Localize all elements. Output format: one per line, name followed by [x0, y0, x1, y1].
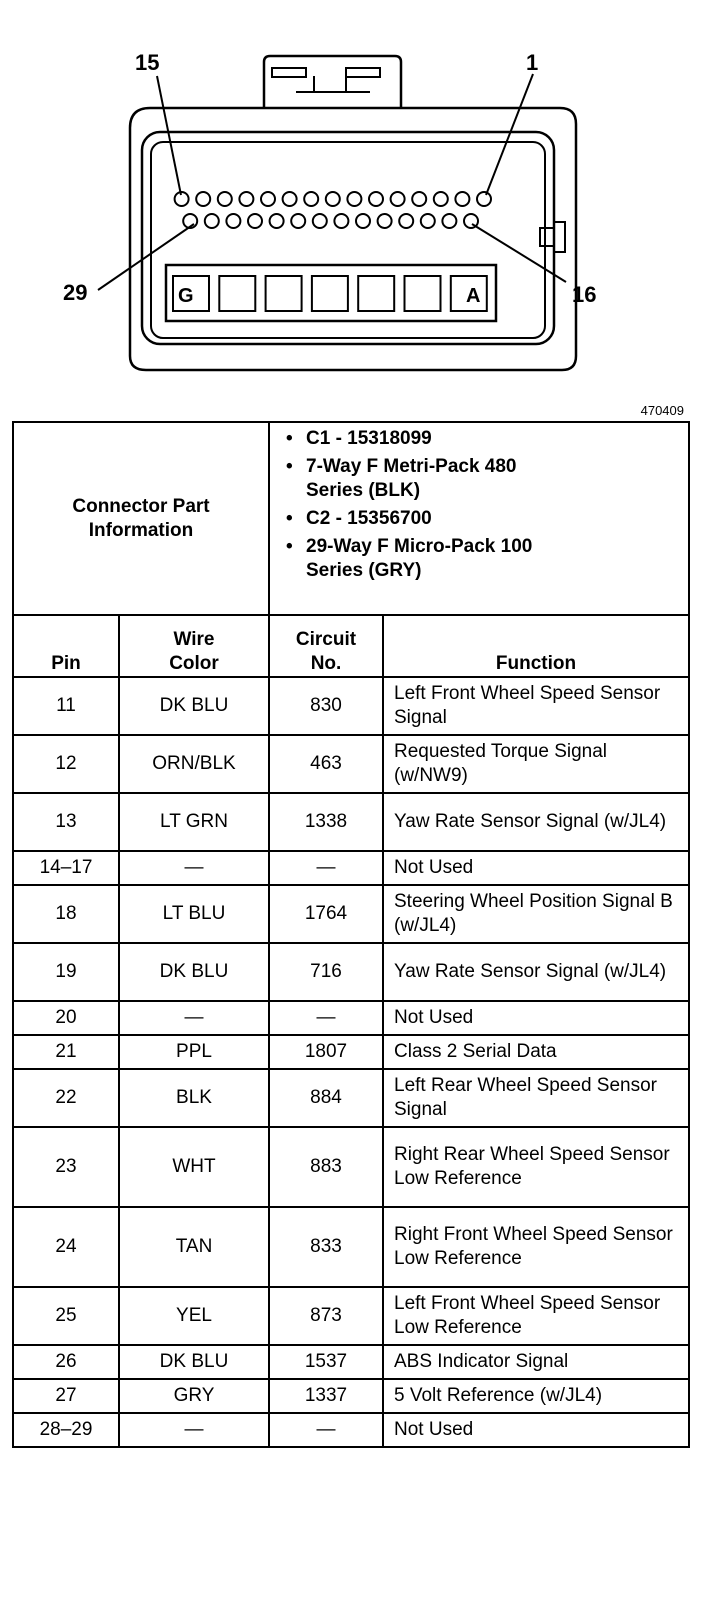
cell-circuit-no: —	[269, 1001, 383, 1035]
cell-function: Not Used	[383, 1413, 689, 1447]
connector-info-c2-type: • 29-Way F Micro-Pack 100 Series (GRY)	[282, 535, 576, 583]
cell-circuit-no: 873	[269, 1287, 383, 1345]
cell-function: 5 Volt Reference (w/JL4)	[383, 1379, 689, 1413]
pin-hole-23	[313, 214, 327, 228]
cell-pin: 21	[13, 1035, 119, 1069]
pin-hole-20	[378, 214, 392, 228]
cavity-label-a: A	[466, 285, 481, 307]
table-row	[13, 1287, 689, 1345]
cavity-row	[173, 276, 487, 311]
table-row	[13, 1035, 689, 1069]
cell-wire-color: —	[119, 1001, 269, 1035]
cell-circuit-no: —	[269, 851, 383, 885]
pin-hole-5	[391, 192, 405, 206]
figure-number: 470409	[640, 403, 684, 418]
connector-body	[130, 108, 576, 370]
cell-circuit-no: 1537	[269, 1345, 383, 1379]
table-row	[13, 851, 689, 885]
table-row	[13, 885, 689, 943]
cell-function: Not Used	[383, 1001, 689, 1035]
latch-slot-left	[272, 68, 306, 77]
table-row	[13, 793, 689, 851]
connector-table	[12, 421, 690, 1448]
pin-hole-24	[291, 214, 305, 228]
cell-circuit-no: 883	[269, 1127, 383, 1207]
col-header-function: Function	[383, 615, 689, 677]
cavity-label-g: G	[178, 285, 194, 307]
cell-pin: 22	[13, 1069, 119, 1127]
cell-wire-color: LT GRN	[119, 793, 269, 851]
cell-pin: 14–17	[13, 851, 119, 885]
cell-pin: 25	[13, 1287, 119, 1345]
pin-hole-7	[347, 192, 361, 206]
pin-hole-19	[399, 214, 413, 228]
table-row	[13, 1413, 689, 1447]
cavity-f	[405, 276, 441, 311]
pin-hole-8	[326, 192, 340, 206]
cell-circuit-no: 830	[269, 677, 383, 735]
cell-wire-color: DK BLU	[119, 1345, 269, 1379]
cell-circuit-no: 1337	[269, 1379, 383, 1413]
cell-circuit-no: 884	[269, 1069, 383, 1127]
cell-function: Class 2 Serial Data	[383, 1035, 689, 1069]
table-row	[13, 943, 689, 1001]
cell-circuit-no: 1764	[269, 885, 383, 943]
cell-wire-color: WHT	[119, 1127, 269, 1207]
pin-hole-6	[369, 192, 383, 206]
pin-hole-12	[239, 192, 253, 206]
cell-wire-color: PPL	[119, 1035, 269, 1069]
leader-15	[157, 76, 181, 195]
latch-slot-right	[346, 68, 380, 77]
table-row	[13, 1345, 689, 1379]
leader-16	[472, 224, 566, 282]
cell-circuit-no: —	[269, 1413, 383, 1447]
cell-pin: 13	[13, 793, 119, 851]
table-row	[13, 1069, 689, 1127]
pin-hole-26	[248, 214, 262, 228]
pin-hole-25	[270, 214, 284, 228]
cell-wire-color: —	[119, 851, 269, 885]
side-key-cap	[554, 222, 565, 252]
pin-hole-21	[356, 214, 370, 228]
cell-function: Right Front Wheel Speed Sensor Low Reference	[383, 1207, 689, 1287]
cavity-c	[266, 276, 302, 311]
pin-row-top	[175, 192, 491, 206]
connector-latch	[264, 56, 401, 108]
cell-function: Left Rear Wheel Speed Sensor Signal	[383, 1069, 689, 1127]
cell-function: Left Front Wheel Speed Sensor Low Reference	[383, 1287, 689, 1345]
cell-wire-color: GRY	[119, 1379, 269, 1413]
pin-hole-1	[477, 192, 491, 206]
cell-wire-color: DK BLU	[119, 943, 269, 1001]
cell-function: Yaw Rate Sensor Signal (w/JL4)	[383, 943, 689, 1001]
cell-pin: 19	[13, 943, 119, 1001]
table-row	[13, 735, 689, 793]
cavity-b	[219, 276, 255, 311]
pin-hole-3	[434, 192, 448, 206]
pin-hole-10	[283, 192, 297, 206]
cell-pin: 12	[13, 735, 119, 793]
cell-pin: 27	[13, 1379, 119, 1413]
cell-function: Not Used	[383, 851, 689, 885]
cell-wire-color: TAN	[119, 1207, 269, 1287]
cell-circuit-no: 716	[269, 943, 383, 1001]
cell-wire-color: —	[119, 1413, 269, 1447]
pin-hole-27	[226, 214, 240, 228]
pin-hole-11	[261, 192, 275, 206]
pin-hole-22	[334, 214, 348, 228]
cell-wire-color: DK BLU	[119, 677, 269, 735]
pin-hole-2	[455, 192, 469, 206]
pin-hole-18	[421, 214, 435, 228]
leader-1	[486, 74, 533, 195]
pin-hole-4	[412, 192, 426, 206]
cell-function: Right Rear Wheel Speed Sensor Low Reference	[383, 1127, 689, 1207]
col-header-circuit-no: Circuit No.	[269, 615, 383, 677]
cell-circuit-no: 463	[269, 735, 383, 793]
pin-label-15: 15	[135, 50, 160, 75]
cell-function: Left Front Wheel Speed Sensor Signal	[383, 677, 689, 735]
pin-label-29: 29	[63, 280, 88, 305]
pin-hole-28	[205, 214, 219, 228]
connector-info-c1-type: • 7-Way F Metri-Pack 480 Series (BLK)	[282, 455, 556, 503]
pin-hole-9	[304, 192, 318, 206]
cell-pin: 20	[13, 1001, 119, 1035]
cell-function: ABS Indicator Signal	[383, 1345, 689, 1379]
table-row	[13, 1207, 689, 1287]
cell-pin: 18	[13, 885, 119, 943]
side-key	[540, 228, 554, 246]
connector-diagram	[0, 0, 704, 400]
cell-circuit-no: 1807	[269, 1035, 383, 1069]
cavity-d	[312, 276, 348, 311]
cell-function: Requested Torque Signal (w/NW9)	[383, 735, 689, 793]
connector-info-c2: • C2 - 15356700	[282, 507, 680, 531]
table-row	[13, 1001, 689, 1035]
cell-pin: 11	[13, 677, 119, 735]
cell-pin: 24	[13, 1207, 119, 1287]
cell-pin: 26	[13, 1345, 119, 1379]
table-row	[13, 1379, 689, 1413]
cell-wire-color: LT BLU	[119, 885, 269, 943]
cell-pin: 23	[13, 1127, 119, 1207]
cell-function: Yaw Rate Sensor Signal (w/JL4)	[383, 793, 689, 851]
pinout-rows	[13, 677, 689, 1447]
cell-pin: 28–29	[13, 1413, 119, 1447]
cell-circuit-no: 1338	[269, 793, 383, 851]
pin-label-16: 16	[572, 282, 597, 307]
col-header-pin: Pin	[13, 615, 119, 677]
pin-hole-17	[442, 214, 456, 228]
table-row	[13, 677, 689, 735]
shroud-outer	[142, 132, 554, 344]
cavity-e	[358, 276, 394, 311]
connector-part-info-header: Connector Part Information	[13, 422, 269, 615]
cell-function: Steering Wheel Position Signal B (w/JL4)	[383, 885, 689, 943]
table-row	[13, 1127, 689, 1207]
pin-row-bottom	[183, 214, 478, 228]
pin-hole-13	[218, 192, 232, 206]
connector-part-info	[269, 422, 689, 615]
cell-wire-color: YEL	[119, 1287, 269, 1345]
pin-hole-14	[196, 192, 210, 206]
cell-wire-color: ORN/BLK	[119, 735, 269, 793]
col-header-wire-color: Wire Color	[119, 615, 269, 677]
pin-label-1: 1	[526, 50, 539, 75]
cell-wire-color: BLK	[119, 1069, 269, 1127]
connector-info-c1: • C1 - 15318099	[282, 427, 680, 451]
cell-circuit-no: 833	[269, 1207, 383, 1287]
latch-tab	[314, 76, 346, 92]
